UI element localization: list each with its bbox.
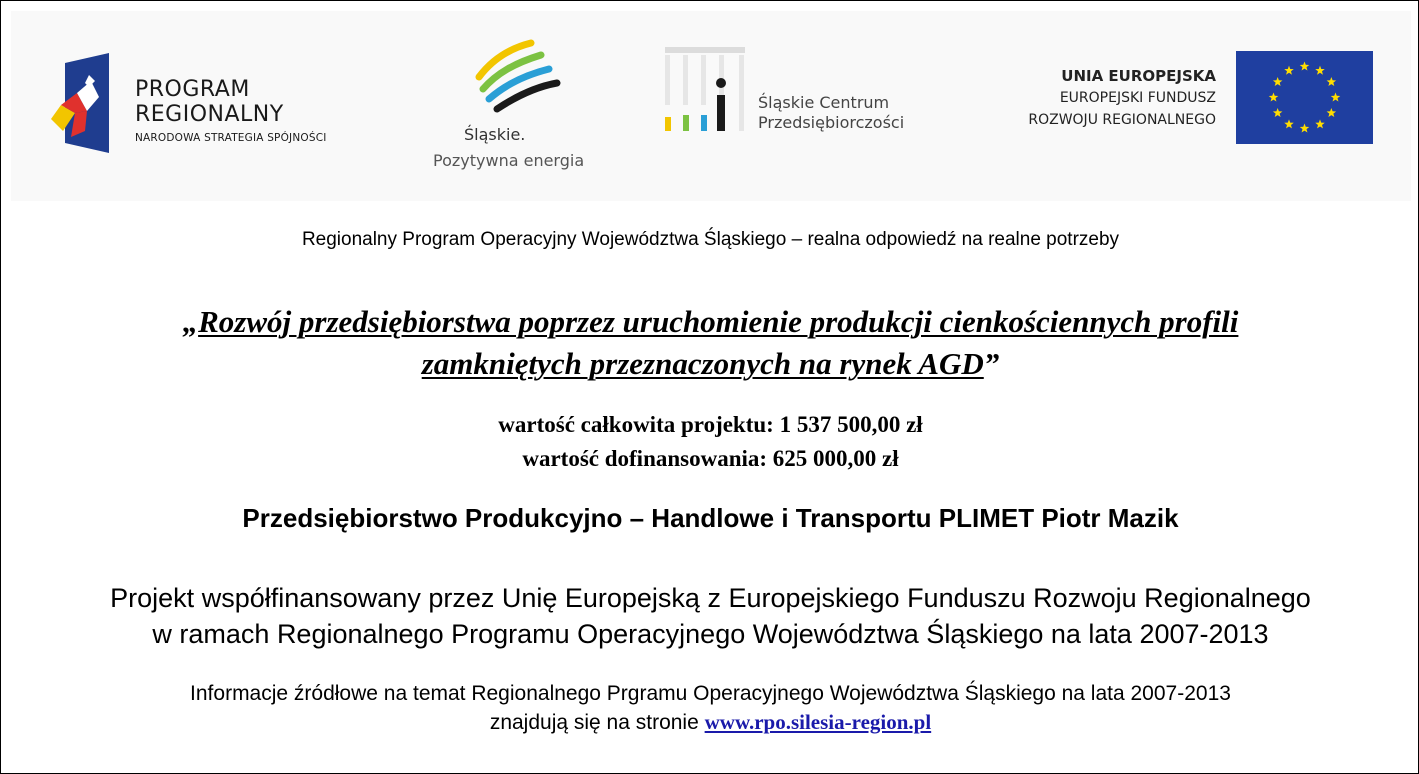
cofinanced-line-2: w ramach Regionalnego Programu Operacyjnego Województwa Śląskiego na lata 2007-2013 [152,619,1269,649]
eu-star-icon [1300,62,1310,71]
total-value: wartość całkowita projektu: 1 537 500,00 zł [498,412,923,437]
program-title-2: REGIONALNY [135,102,284,127]
cofinancing-value: wartość dofinansowania: 625 000,00 zł [522,446,899,471]
eu-star-icon [1284,66,1294,75]
title-line-1: Rozwój przedsiębiorstwa poprzez uruchomienie produkcji cienkościennych profili [198,304,1239,339]
eu-star-icon [1284,119,1294,128]
eu-star-icon [1273,108,1283,117]
title-open-quote: „ [182,304,199,339]
centrum-line-2: Przedsiębiorczości [758,113,905,132]
centrum-line-1: Śląskie Centrum [758,93,890,112]
eu-star-icon [1315,66,1325,75]
slaskie-logo [426,39,601,179]
eu-star-icon [1331,93,1341,102]
info-prefix: znajdują się na stronie [489,711,705,734]
info-line-2 [1,710,1419,735]
title-close-quote: ” [983,346,1000,381]
eu-stars-icon [1236,51,1373,144]
cofinanced-line-1: Projekt współfinansowany przez Unię Europejską z Europejskiego Funduszu Rozwoju Regionalnego [110,583,1311,613]
company-name: Przedsiębiorstwo Produkcyjno – Handlowe i Transportu PLIMET Piotr Mazik [242,503,1179,533]
slaskie-name: Śląskie. [464,125,526,144]
eu-star-icon [1273,77,1283,86]
program-line: Regionalny Program Operacyjny Województwa Śląskiego – realna odpowiedź na realne potrzeby [301,229,1120,250]
program-title-1: PROGRAM [135,77,250,102]
project-title [1,301,1419,385]
eu-star-icon [1327,108,1337,117]
centrum-bars-icon [663,45,753,135]
title-line-2: zamkniętych przeznaczonych na rynek AGD [421,346,984,381]
program-regionalny-logo [51,53,371,163]
ue-title: UNIA EUROPEJSKA [1061,67,1216,85]
eu-star-icon [1300,124,1310,133]
slaskie-waves-icon [471,39,571,114]
ue-fund-line-1: EUROPEJSKI FUNDUSZ [1059,90,1216,106]
eu-star-icon [1327,77,1337,86]
ue-fund-line-2: ROZWOJU REGIONALNEGO [1028,112,1216,128]
program-regionalny-emblem [51,53,111,153]
slaskie-slogan: Pozytywna energia [433,151,585,170]
eu-star-icon [1269,93,1279,102]
program-subtitle: NARODOWA STRATEGIA SPÓJNOŚCI [135,132,327,144]
centrum-logo [663,45,923,145]
ue-logo [986,49,1381,149]
eu-star-icon [1315,119,1325,128]
rpo-website-link[interactable]: www.rpo.silesia-region.pl [704,710,932,734]
info-line-1: Informacje źródłowe na temat Regionalnego Prgramu Operacyjnego Województwa Śląskiego na lata 2007-2013 [190,682,1231,705]
eu-flag-icon [1236,51,1373,144]
